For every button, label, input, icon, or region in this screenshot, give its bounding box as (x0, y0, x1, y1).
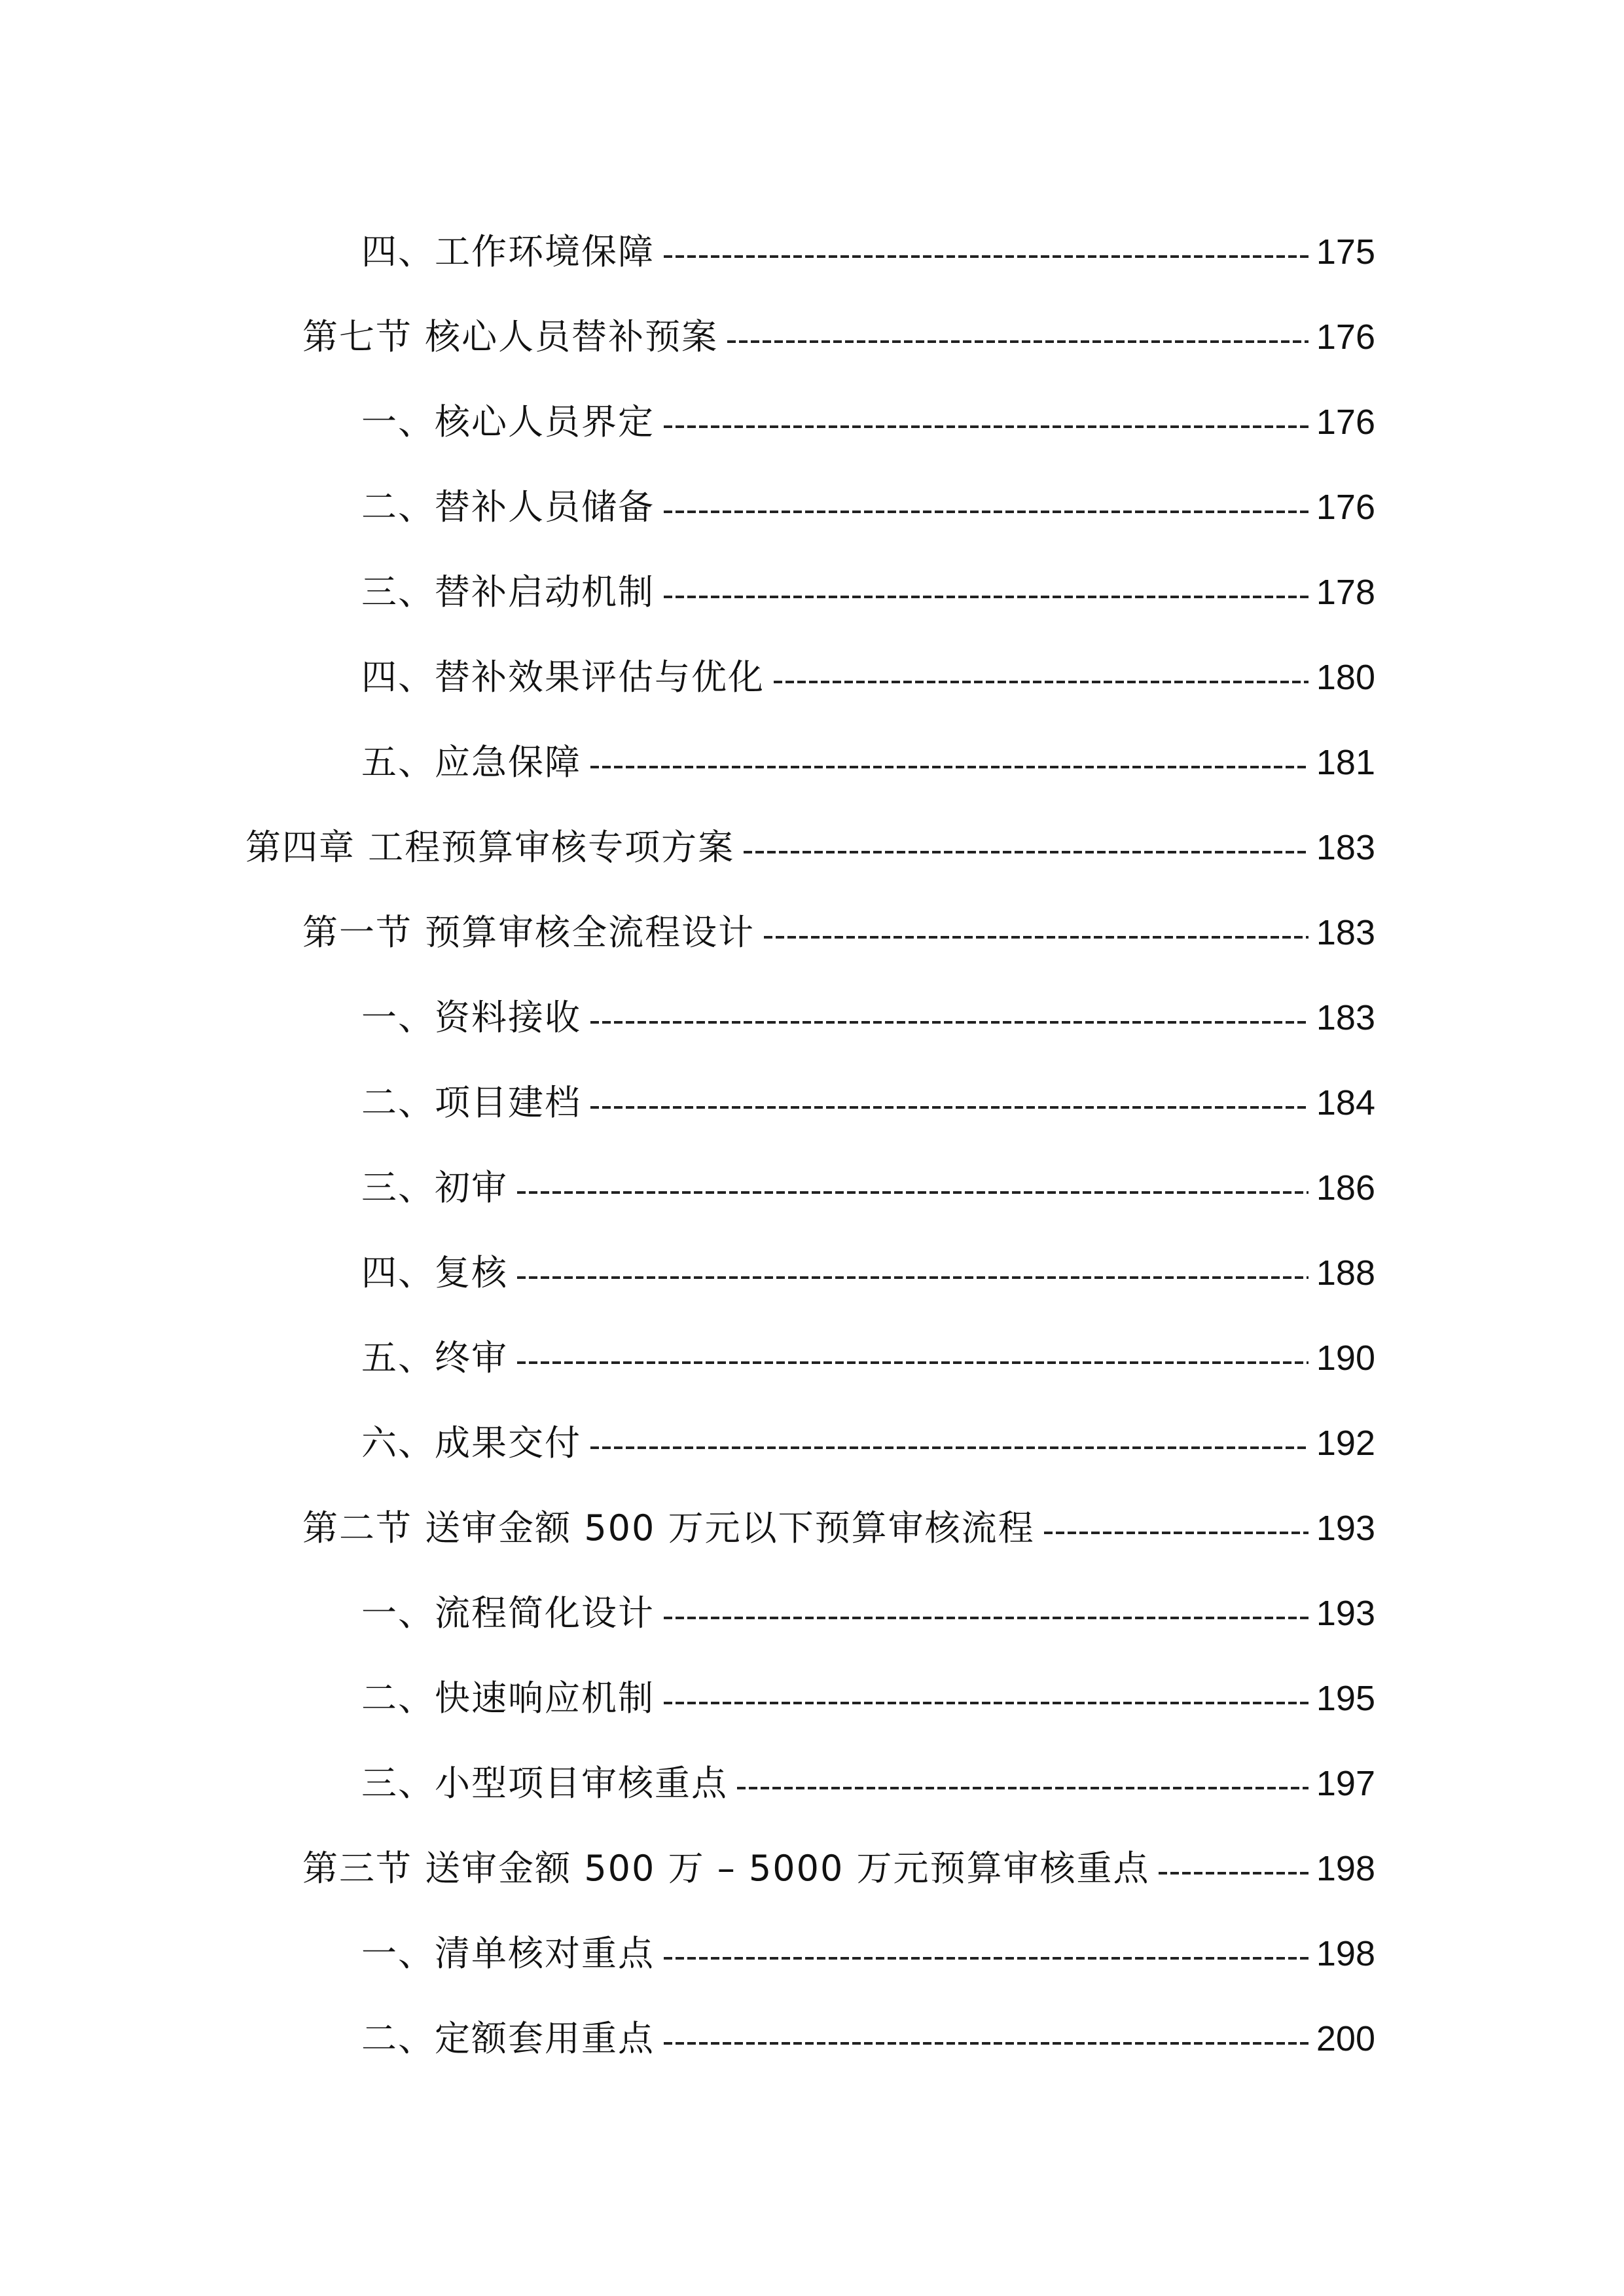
toc-entry[interactable] (0, 635, 1624, 720)
toc-entry-title: 第七节 核心人员替补预案 (302, 316, 719, 357)
toc-dot-leader (664, 425, 1308, 428)
toc-dot-leader (517, 1191, 1308, 1194)
toc-dot-leader (664, 596, 1308, 598)
toc-entry-title: 一、清单核对重点 (361, 1933, 655, 1974)
toc-entry[interactable] (0, 1826, 1624, 1911)
toc-dot-leader (517, 1361, 1308, 1364)
toc-entry[interactable] (0, 1230, 1624, 1316)
toc-page-number: 198 (1316, 1849, 1375, 1888)
toc-page-number: 192 (1316, 1424, 1375, 1463)
toc-entry-title: 四、工作环境保障 (361, 231, 655, 272)
toc-entry[interactable] (0, 1996, 1624, 2081)
toc-dot-leader (664, 1617, 1308, 1619)
toc-dot-leader (744, 851, 1308, 853)
toc-page-number: 188 (1316, 1253, 1375, 1293)
toc-page-number: 183 (1316, 913, 1375, 952)
toc-entry[interactable] (0, 1486, 1624, 1571)
toc-page-number: 184 (1316, 1083, 1375, 1122)
toc-entry[interactable] (0, 1911, 1624, 1996)
toc-entry[interactable] (0, 1571, 1624, 1656)
toc-dot-leader (774, 681, 1308, 683)
toc-dot-leader (1044, 1532, 1308, 1534)
toc-entry[interactable] (0, 805, 1624, 890)
toc-page-number: 197 (1316, 1764, 1375, 1803)
toc-page-number: 183 (1316, 998, 1375, 1037)
toc-entry[interactable] (0, 1401, 1624, 1486)
toc-entry-title: 三、替补启动机制 (361, 571, 655, 613)
toc-entry-title: 三、初审 (361, 1167, 508, 1208)
toc-page-number: 178 (1316, 573, 1375, 612)
toc-entry-title: 六、成果交付 (361, 1422, 581, 1463)
toc-entry[interactable] (0, 1145, 1624, 1230)
toc-entry-title: 一、流程简化设计 (361, 1592, 655, 1634)
toc-dot-leader (517, 1276, 1308, 1279)
toc-entry[interactable] (0, 720, 1624, 805)
toc-page-number: 190 (1316, 1338, 1375, 1378)
toc-entry-title: 五、终审 (361, 1337, 508, 1378)
toc-dot-leader (664, 2042, 1308, 2045)
toc-dot-leader (590, 766, 1308, 768)
toc-entry-title: 二、项目建档 (361, 1082, 581, 1123)
toc-page-number: 198 (1316, 1934, 1375, 1973)
toc-entry-title: 一、核心人员界定 (361, 401, 655, 442)
toc-entry[interactable] (0, 1741, 1624, 1826)
toc-entry-title: 二、替补人员储备 (361, 486, 655, 528)
toc-entry-title: 二、定额套用重点 (361, 2018, 655, 2059)
toc-dot-leader (664, 1702, 1308, 1704)
toc-entry[interactable] (0, 890, 1624, 975)
toc-entry[interactable] (0, 295, 1624, 380)
toc-entry[interactable] (0, 1316, 1624, 1401)
toc-entry-title: 五、应急保障 (361, 742, 581, 783)
toc-page-number: 200 (1316, 2019, 1375, 2058)
toc-dot-leader (764, 936, 1308, 939)
toc-entry-title: 第三节 送审金额 500 万 – 5000 万元预算审核重点 (302, 1848, 1150, 1889)
toc-entry-title: 第四章 工程预算审核专项方案 (245, 827, 735, 868)
toc-dot-leader (590, 1021, 1308, 1024)
toc-page-number: 176 (1316, 488, 1375, 527)
toc-dot-leader (737, 1787, 1308, 1789)
toc-entry[interactable] (0, 1060, 1624, 1145)
toc-entry[interactable] (0, 1656, 1624, 1741)
toc-dot-leader (590, 1446, 1308, 1449)
toc-entry[interactable] (0, 465, 1624, 550)
toc-page-number: 186 (1316, 1168, 1375, 1208)
toc-entry[interactable] (0, 380, 1624, 465)
toc-entry-title: 四、替补效果评估与优化 (361, 656, 765, 698)
toc-page-number: 181 (1316, 743, 1375, 782)
toc-page-number: 175 (1316, 232, 1375, 272)
toc-entry[interactable] (0, 975, 1624, 1060)
toc-entry-title: 第一节 预算审核全流程设计 (302, 912, 755, 953)
toc-page-number: 183 (1316, 828, 1375, 867)
toc-dot-leader (664, 255, 1308, 258)
toc-page-number: 176 (1316, 403, 1375, 442)
toc-page-number: 193 (1316, 1509, 1375, 1548)
toc-dot-leader (727, 340, 1308, 343)
toc-dot-leader (664, 1957, 1308, 1960)
toc-dot-leader (1159, 1872, 1308, 1874)
toc-entry[interactable] (0, 550, 1624, 635)
toc-dot-leader (590, 1106, 1308, 1109)
toc-entry-title: 第二节 送审金额 500 万元以下预算审核流程 (302, 1507, 1035, 1549)
toc-entry-title: 三、小型项目审核重点 (361, 1763, 728, 1804)
table-of-contents (0, 209, 1624, 2081)
toc-entry-title: 二、快速响应机制 (361, 1677, 655, 1719)
toc-dot-leader (664, 511, 1308, 513)
toc-page-number: 180 (1316, 658, 1375, 697)
toc-entry-title: 一、资料接收 (361, 997, 581, 1038)
toc-entry-title: 四、复核 (361, 1252, 508, 1293)
toc-page-number: 193 (1316, 1594, 1375, 1633)
toc-page-number: 176 (1316, 317, 1375, 357)
toc-entry[interactable] (0, 209, 1624, 295)
toc-page-number: 195 (1316, 1679, 1375, 1718)
